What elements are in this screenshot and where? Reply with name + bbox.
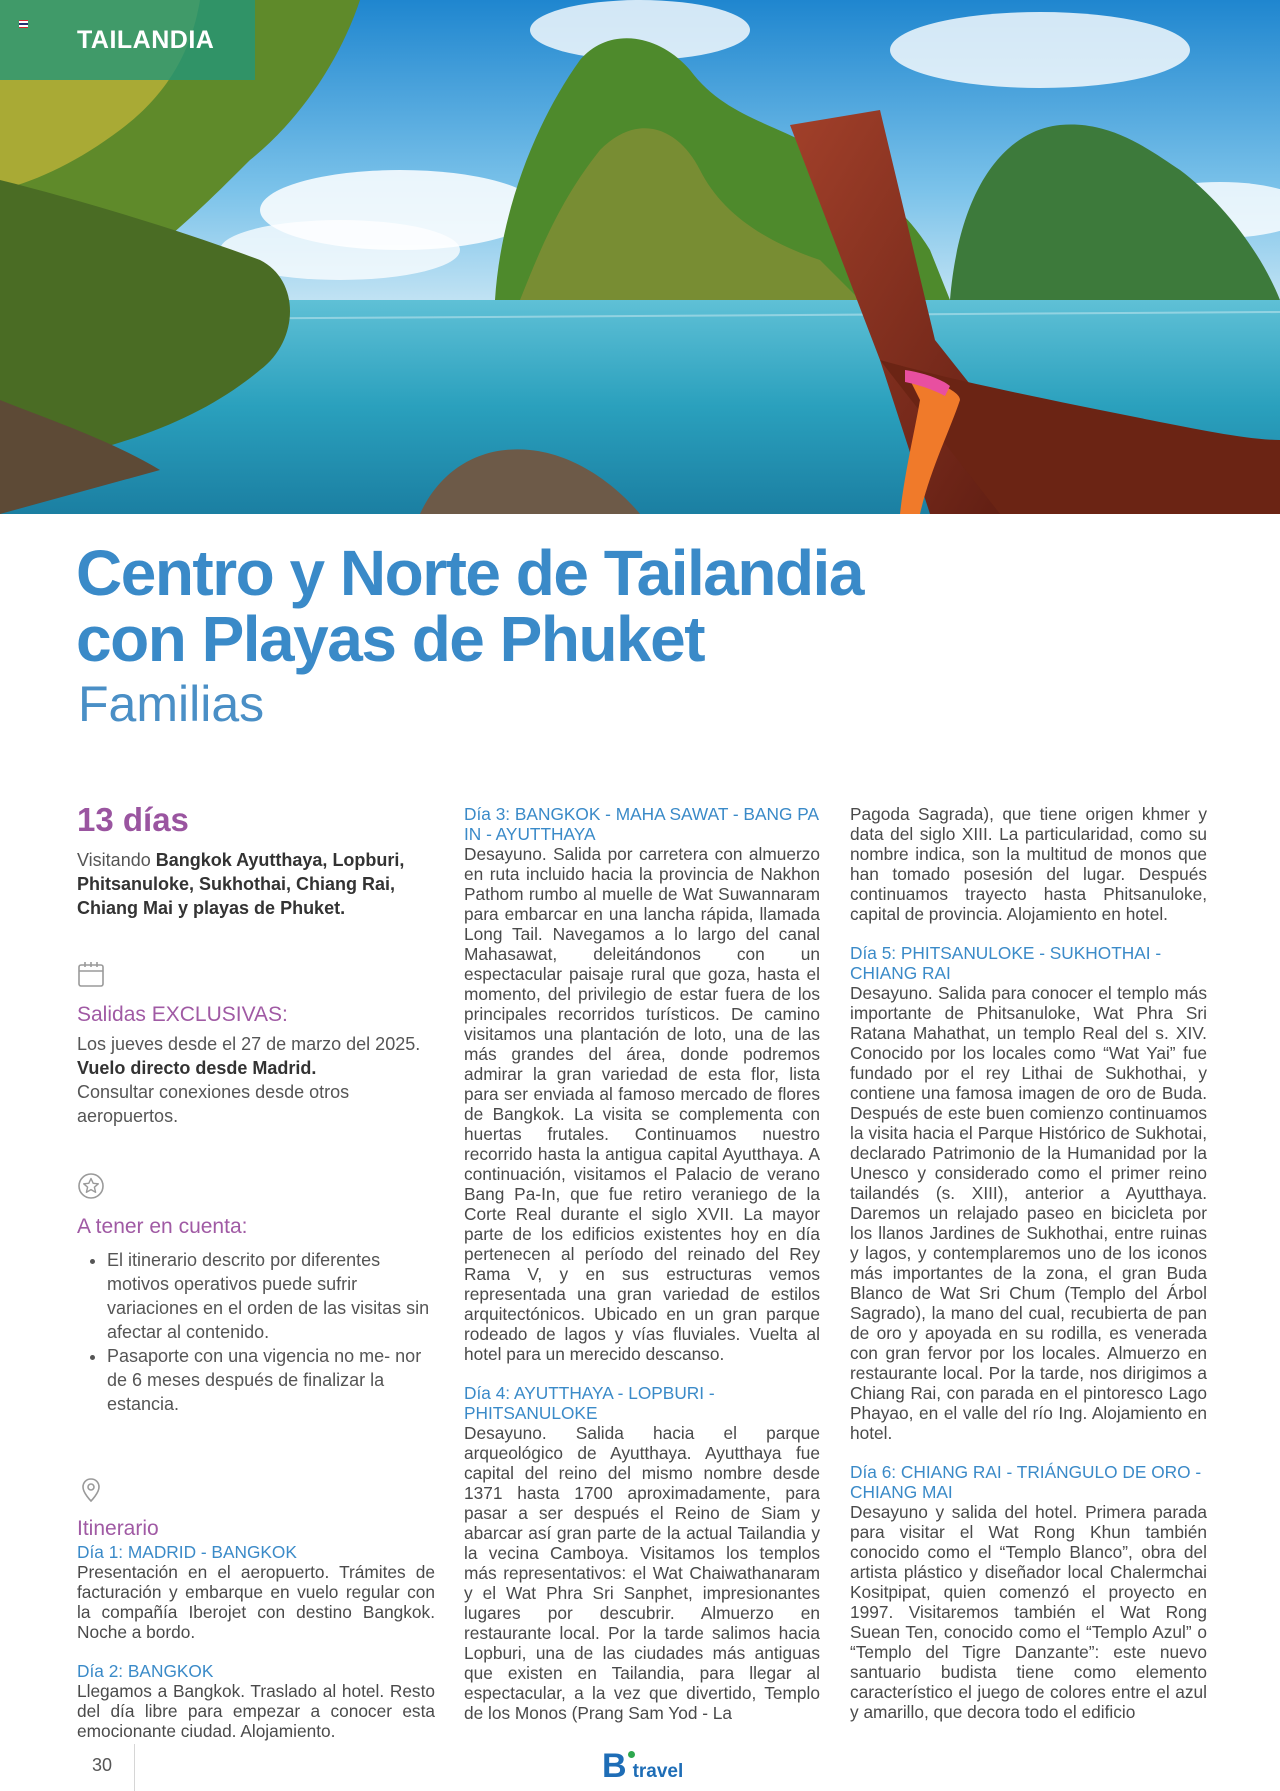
- departures-heading: Salidas EXCLUSIVAS:: [77, 1003, 288, 1026]
- location-pin-icon: [77, 1476, 105, 1504]
- title-line-1: Centro y Norte de Tailandia: [76, 537, 863, 609]
- column-2: [464, 804, 820, 1742]
- day-6-text: Desayuno y salida del hotel. Primera parada para visitar el Wat Rong Khun también conocido como el “Templo Blanco”, obra del artista plástico y diseñador local Chalermchai Kositpipat, quien comenzó el proyecto en 1997. Visitaremos también el Wat Rong Suean Ten, conocido como el “Templo Azul” o “Templo del Tigre Danzante”: este nuevo santuario budista tiene como elemento característico el juego de colores entre el azul y amarillo, que decora todo el edificio: [850, 1502, 1207, 1722]
- day-5-text: Desayuno. Salida para conocer el templo más importante de Phitsanuloke, Wat Phra Sri Ratana Mahathat, un templo Real del s. XIV. Conocido por los locales como “Wat Yai” fue fundado por el rey Lithai de Sukhothai, y contiene una famosa imagen de oro de Buda. Después de este buen comienzo continuamos la visita hacia el Parque Histórico de Sukhotai, declarado Patrimonio de la Humanidad por la Unesco y considerado como el primer reino tailandés (s. XIII), anterior a Ayutthaya. Daremos un relajado paseo en bicicleta por los llanos Jardines de Sukhothai, entre ruinas y lagos, y contemplaremos uno de los iconos más importantes de la zona, el gran Buda Blanco de Wat Sri Chum (Templo del Árbol Sagrado), la mano del cual, recubierta de pan de oro y apoyada en su rodilla, es venerada con gran fervor por los locales. Almuerzo en restaurante local. Por la tarde, nos dirigimos a Chiang Rai, con parada en el pintoresco Lago Phayao, en el valle del río Ing. Alojamiento en hotel.: [850, 983, 1207, 1443]
- footer-divider: [134, 1744, 135, 1791]
- day-4-text: Desayuno. Salida hacia el parque arqueológico de Ayutthaya. Ayutthaya fue capital del reino del mismo nombre desde 1371 hasta 1700 aproximadamente, para pasar a ser después el Reino de Siam y abarcar así gran parte de la actual Tailandia y la vecina Camboya. Visitamos los templos más representativos: el Wat Chaiwathanaram y el Wat Phra Sri Sanphet, impresionantes lugares por descubrir. Almuerzo en restaurante local. Por la tarde salimos hacia Lopburi, una de las ciudades más antiguas que existen en Tailandia, para llegar al espectacular, a la vez que divertido, Templo de los Monos (Prang Sam Yod - La: [464, 1423, 820, 1723]
- logo-letter: [602, 1749, 627, 1783]
- itinerary-heading: Itinerario: [77, 1517, 159, 1540]
- day-5-title: Día 5: PHITSANULOKE - SUKHOTHAI - CHIANG RAI: [850, 943, 1162, 983]
- star-badge-icon: [77, 1172, 105, 1200]
- btravel-logo: [602, 1747, 683, 1783]
- list-item: • El itinerario descrito por diferentes motivos operativos puede sufrir variaciones en el orden de las visitas sin afectar al contenido.: [107, 1248, 435, 1344]
- thailand-flag-icon: [19, 20, 28, 27]
- day-3-title: Día 3: BANGKOK - MAHA SAWAT - BANG PA IN - AYUTTHAYA: [464, 804, 819, 844]
- visiting-places: Bangkok Ayutthaya, Lopburi, Phitsanuloke, Sukhothai, Chiang Rai, Chiang Mai y playas de Phuket.: [77, 850, 405, 918]
- hero-image: [0, 0, 1280, 514]
- calendar-icon: [77, 960, 105, 988]
- day-4-title: Día 4: AYUTTHAYA - LOPBURI - PHITSANULOKE: [464, 1383, 715, 1423]
- departures-info: [77, 1032, 435, 1128]
- visiting-prefix: Visitando: [77, 850, 156, 870]
- day-2-text: Llegamos a Bangkok. Traslado al hotel. Resto del día libre para empezar a conocer esta emocionante ciudad. Alojamiento.: [77, 1681, 435, 1741]
- page-subtitle: Familias: [78, 676, 265, 732]
- country-tag-label: TAILANDIA: [77, 25, 215, 54]
- notes-heading: A tener en cuenta:: [77, 1215, 248, 1238]
- title-line-2: con Playas de Phuket: [76, 603, 705, 675]
- trip-duration: 13 días: [77, 801, 189, 838]
- day-2-title: Día 2: BANGKOK: [77, 1661, 214, 1681]
- list-item: • Pasaporte con una vigencia no me- nor de 6 meses después de finalizar la estancia.: [107, 1344, 435, 1416]
- page-number: 30: [92, 1755, 113, 1775]
- notes-list: [77, 1248, 435, 1416]
- page-title: [76, 537, 863, 675]
- visiting-text: [77, 848, 435, 920]
- day-1-text: Presentación en el aeropuerto. Trámites de facturación y embarque en vuelo regular con la compañía Iberojet con destino Bangkok. Noche a bordo.: [77, 1562, 435, 1642]
- column-3: [850, 804, 1207, 1741]
- column-1: [77, 800, 435, 1760]
- day-4-text-continued: Pagoda Sagrada), que tiene origen khmer y data del siglo XIII. La particularidad, como su nombre indica, son la multitud de monos que han tomado posesión del lugar. Después continuamos trayecto hasta Phitsanuloke, capital de provincia. Alojamiento en hotel.: [850, 804, 1207, 924]
- departures-line-1: Los jueves desde el 27 de marzo del 2025.: [77, 1034, 421, 1054]
- departures-line-3: Consultar conexiones desde otros aeropuertos.: [77, 1082, 350, 1126]
- logo-dot-icon: [628, 1751, 635, 1758]
- country-tag: [0, 0, 255, 80]
- day-1-title: Día 1: MADRID - BANGKOK: [77, 1542, 297, 1562]
- day-6-title: Día 6: CHIANG RAI - TRIÁNGULO DE ORO - CHIANG MAI: [850, 1462, 1202, 1502]
- day-3-text: Desayuno. Salida por carretera con almuerzo en ruta incluido hacia la provincia de Nakhon Pathom rumbo al muelle de Wat Suwannaram para embarcar en una lancha rápida, llamada Long Tail. Navegamos a lo largo del canal Mahasawat, deleitándonos con un espectacular paisaje rural que goza, hasta el momento, del privilegio de estar fuera de los principales recorridos turísticos. De camino visitamos una plantación de loto, una de las más grandes del área, donde podremos admirar la gran variedad de esta flor, lista para ser enviada al famoso mercado de flores de Bangkok. La visita se complementa con huertas frutales. Continuamos nuestro recorrido hasta la antigua capital Ayutthaya. A continuación, visitamos el Palacio de verano Bang Pa-In, que fue retiro veraniego de la Corte Real durante el siglo XVII. La mayor parte de los edificios existentes hoy en día pertenecen al período del reinado del Rey Rama V, y en sus estructuras vemos representada una gran variedad de estilos arquitectónicos. Ubicado en un gran parque rodeado de lagos y vías fluviales. Vuelta al hotel para un merecido descanso.: [464, 844, 820, 1364]
- logo-letter-text: B: [602, 1747, 627, 1785]
- departures-line-2: Vuelo directo desde Madrid.: [77, 1058, 317, 1078]
- logo-text: travel: [632, 1761, 684, 1782]
